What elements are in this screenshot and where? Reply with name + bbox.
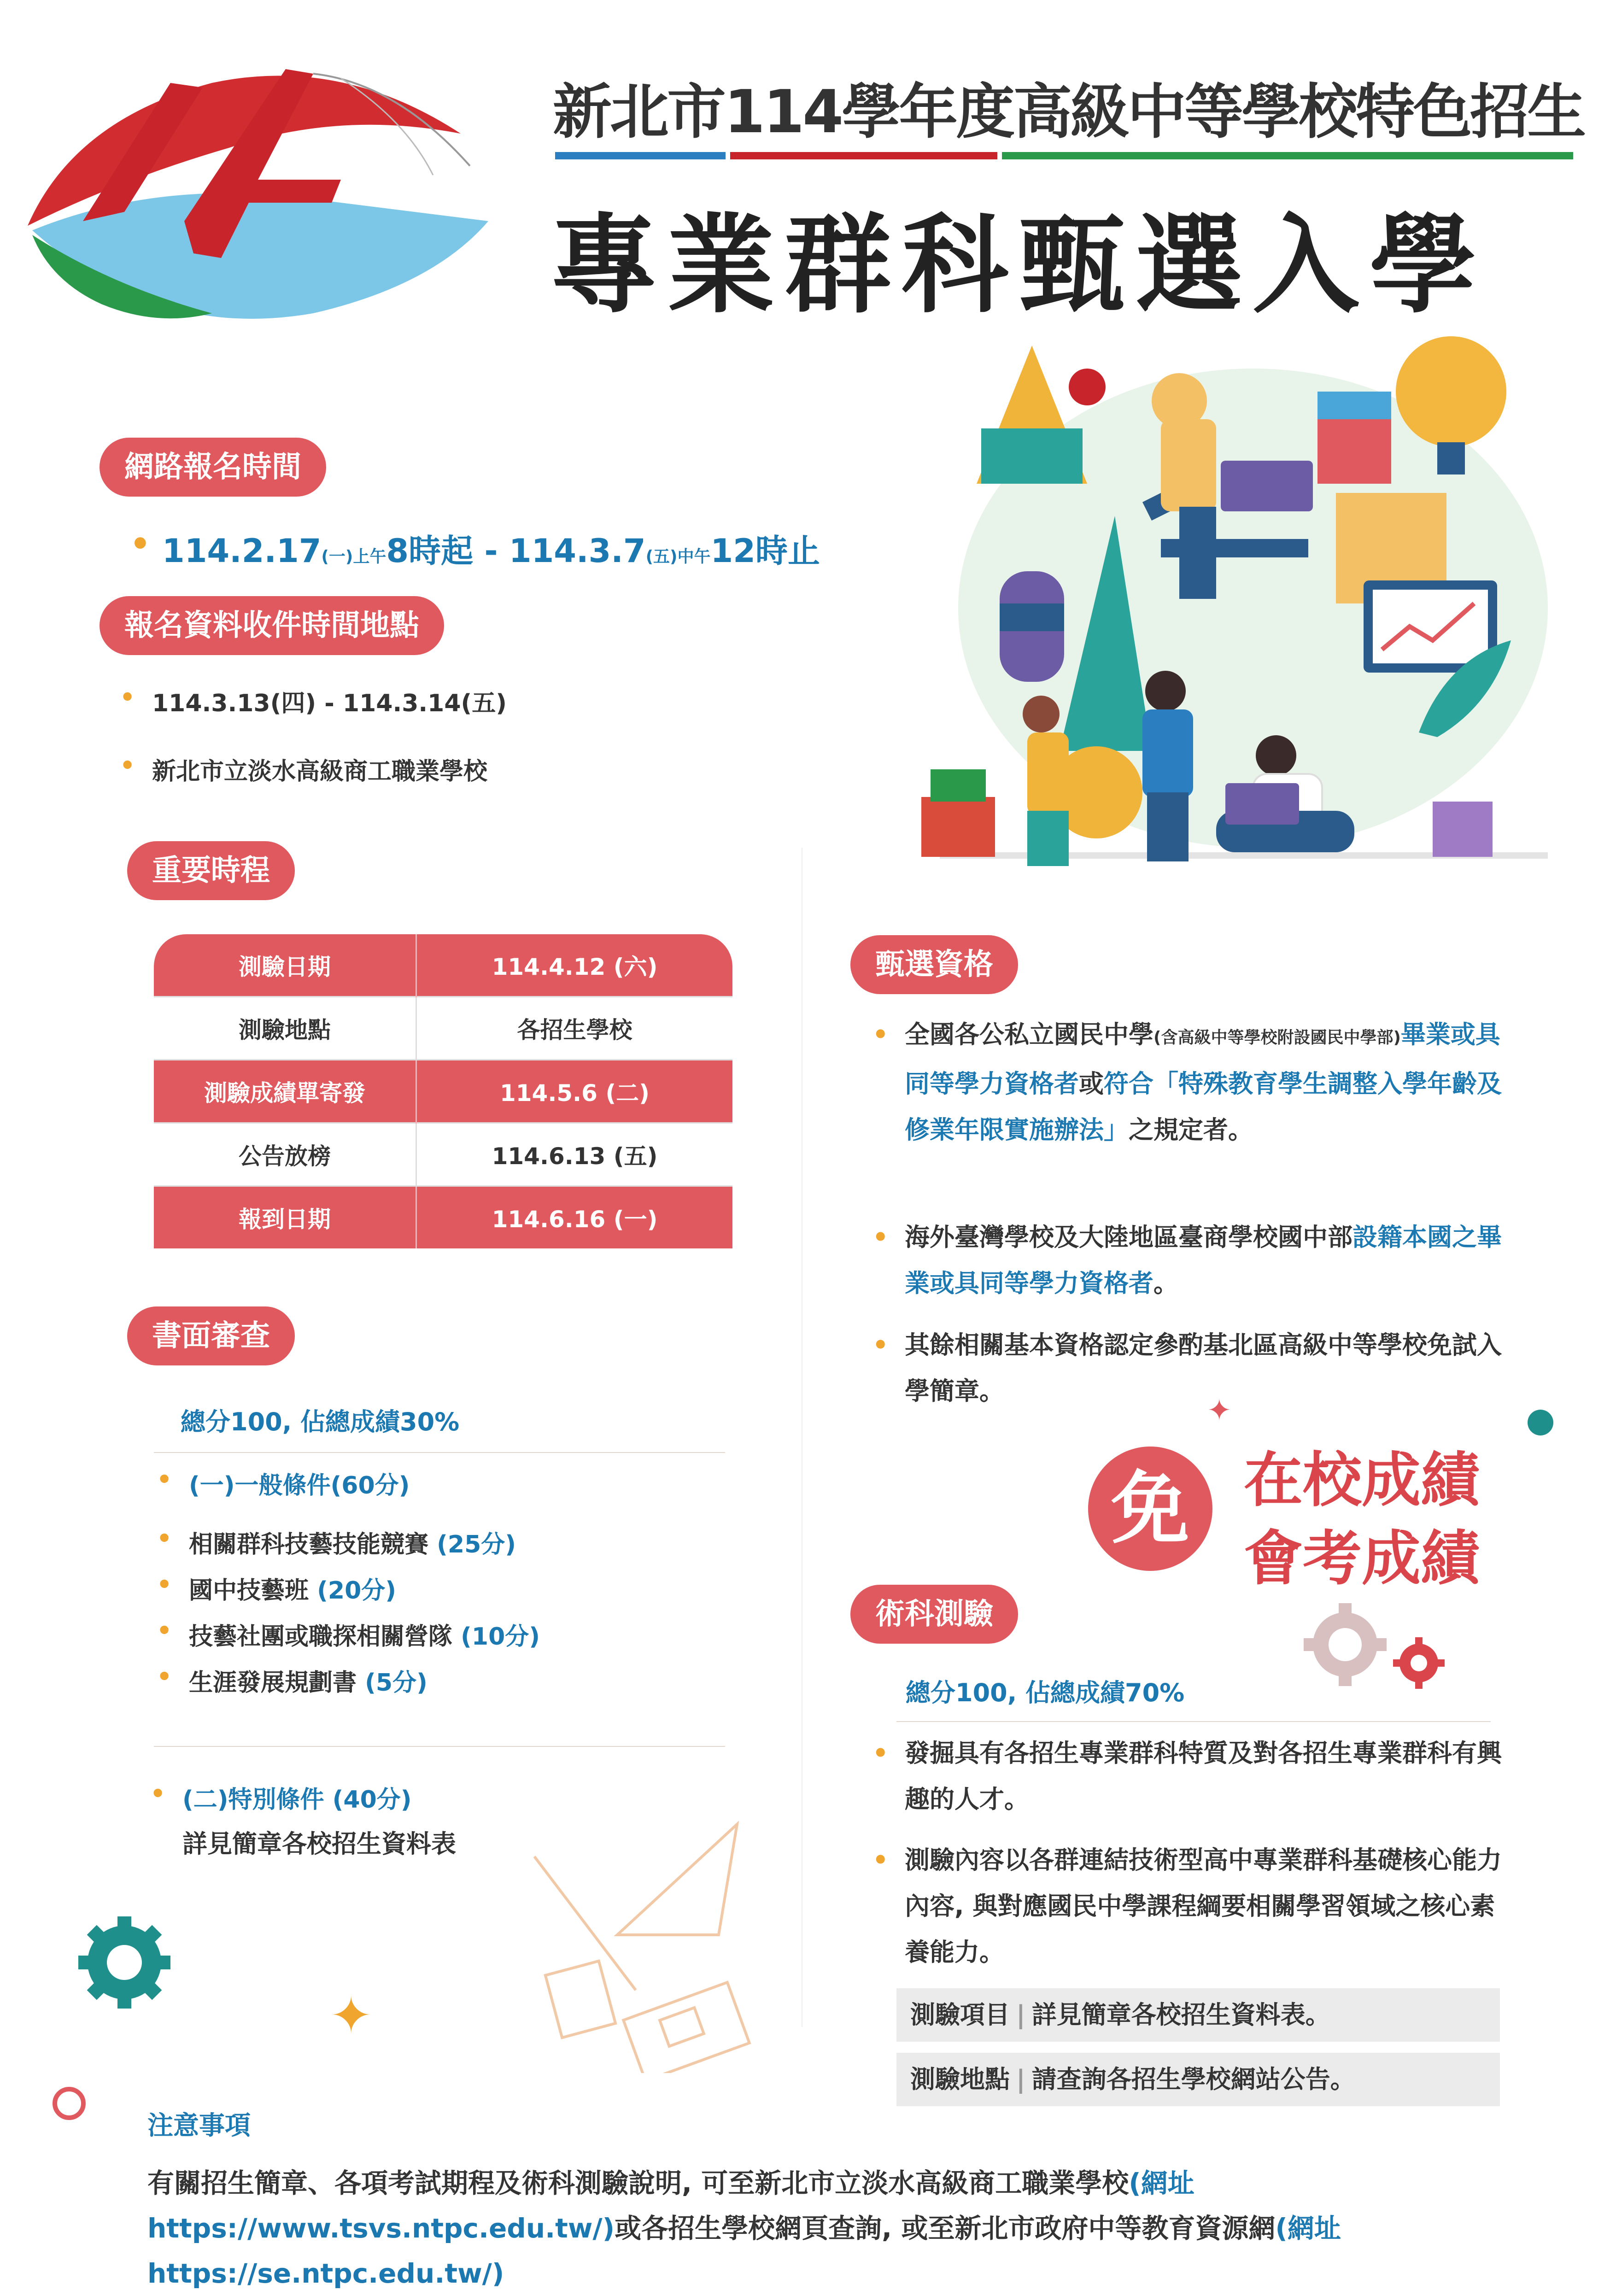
qualification-p1: • 全國各公私立國民中學(含高級中等學校附設國民中學部)畢業或具同等學力資格者或符合「特殊教育學生調整入學年齡及修業年限實施辦法」之規定者。 bbox=[872, 1020, 1502, 1144]
reg-day-b: (五) bbox=[645, 547, 678, 566]
reg-time-b: 12時止 bbox=[710, 532, 820, 570]
skill-test-pill: 術科測驗 bbox=[850, 1585, 1018, 1644]
paper-review-special-note: 詳見簡章各校招生資料表 bbox=[182, 1829, 456, 1858]
title-main: 專業群科甄選入學 bbox=[550, 203, 1487, 328]
reg-day-a: (一) bbox=[321, 547, 353, 566]
divider bbox=[154, 1452, 725, 1453]
divider bbox=[896, 1721, 1491, 1722]
collection-item-dates: • 114.3.13(四) - 114.3.14(五) bbox=[152, 684, 507, 718]
paper-review-pill: 書面審查 bbox=[127, 1306, 295, 1365]
schedule-row bbox=[154, 934, 732, 997]
exempt-line1: 在校成績 bbox=[1244, 1446, 1480, 1515]
paper-review-general: • (一)一般條件(60分) bbox=[189, 1466, 410, 1500]
reg-time-b-prefix: 中午 bbox=[677, 547, 711, 566]
title-bar-blue bbox=[555, 152, 726, 159]
paper-review-score: 總分100, 佔總成績30% bbox=[181, 1407, 460, 1436]
schedule-pill: 重要時程 bbox=[127, 841, 295, 900]
qualification-p3: • 其餘相關基本資格認定參酌基北區高級中等學校免試入學簡章。 bbox=[872, 1330, 1502, 1406]
qualification-pill: 甄選資格 bbox=[850, 935, 1018, 994]
reg-dash: - bbox=[473, 532, 509, 570]
collection-pill: 報名資料收件時間地點 bbox=[100, 596, 444, 655]
skill-test-p1: • 發掘具有各招生專業群科特質及對各招生專業群科有興趣的人才。 bbox=[872, 1739, 1502, 1814]
schedule-row-value: 114.4.12 (六) bbox=[416, 934, 733, 997]
reg-time-a-prefix: 上午 bbox=[353, 547, 386, 566]
schedule-row-name: 測驗日期 bbox=[154, 934, 416, 997]
schedule-row bbox=[154, 1186, 732, 1249]
dot-icon bbox=[1528, 1410, 1553, 1435]
reg-time-a: 8時起 bbox=[386, 532, 474, 570]
schedule-row bbox=[154, 1123, 732, 1186]
hero-illustration bbox=[903, 309, 1566, 917]
ring-icon bbox=[53, 2087, 86, 2120]
registration-pill: 網路報名時間 bbox=[100, 438, 326, 497]
sparkle-icon: ✦ bbox=[330, 1986, 373, 2045]
collection-item-school: • 新北市立淡水高級商工職業學校 bbox=[152, 752, 487, 786]
gear-icon bbox=[1391, 1635, 1446, 1691]
skill-test-place-box: 測驗地點 | 請查詢各招生學校網站公告。 bbox=[896, 2053, 1500, 2106]
schedule-row bbox=[154, 997, 732, 1060]
gear-icon bbox=[74, 1912, 175, 2013]
exempt-badge: 免 bbox=[1088, 1447, 1212, 1571]
qualification-p2: • 海外臺灣學校及大陸地區臺商學校國中部設籍本國之畢業或具同等學力資格者。 bbox=[872, 1223, 1502, 1298]
paper-review-item: • 生涯發展規劃書 (5分) bbox=[189, 1663, 427, 1698]
schedule-row-name: 公告放榜 bbox=[154, 1123, 416, 1186]
schedule-row-value: 各招生學校 bbox=[416, 997, 733, 1060]
title-top: 新北市114學年度高級中等學校特色招生 bbox=[553, 78, 1585, 146]
schedule-row-value: 114.6.16 (一) bbox=[416, 1186, 733, 1249]
schedule-table bbox=[154, 934, 732, 1248]
exempt-line2: 會考成績 bbox=[1244, 1524, 1480, 1593]
logo bbox=[18, 28, 498, 341]
schedule-row-value: 114.5.6 (二) bbox=[416, 1060, 733, 1123]
paper-review-item: • 技藝社團或職探相關營隊 (10分) bbox=[189, 1617, 540, 1652]
sparkle-icon: ✦ bbox=[1207, 1394, 1232, 1428]
divider bbox=[154, 1746, 725, 1747]
schedule-row-name: 測驗成績單寄發 bbox=[154, 1060, 416, 1123]
schedule-row-value: 114.6.13 (五) bbox=[416, 1123, 733, 1186]
title-bar-red bbox=[730, 152, 997, 159]
notes-title: 注意事項 bbox=[147, 2111, 251, 2141]
skill-test-p2: • 測驗內容以各群連結技術型高中專業群科基礎核心能力內容, 與對應國民中學課程綱要相關學習領域之核心素養能力。 bbox=[872, 1845, 1502, 1967]
gear-icon bbox=[1299, 1599, 1391, 1691]
paper-review-item: • 國中技藝班 (20分) bbox=[189, 1571, 396, 1605]
stationery-illustration bbox=[525, 1815, 765, 2073]
schedule-row-name: 測驗地點 bbox=[154, 997, 416, 1060]
notes-text: 有關招生簡章、各項考試期程及術科測驗說明, 可至新北市立淡水高級商工職業學校(網址https://www.tsvs.ntpc.edu.tw/)或各招生學校網頁查詢, 或至新北市政府中等教育資源網(網址https://se.ntpc.edu.tw/) bbox=[147, 2167, 1341, 2289]
title-bar-green bbox=[1002, 152, 1573, 159]
reg-date-b: 114.3.7 bbox=[509, 532, 646, 570]
paper-review-special: • (二)特別條件 (40分) bbox=[182, 1780, 412, 1815]
reg-date-a: 114.2.17 bbox=[162, 532, 322, 570]
skill-test-item-box: 測驗項目 | 詳見簡章各校招生資料表。 bbox=[896, 1988, 1500, 2042]
paper-review-item: • 相關群科技藝技能競賽 (25分) bbox=[189, 1525, 516, 1559]
skill-test-score: 總分100, 佔總成績70% bbox=[906, 1678, 1185, 1707]
registration-dates bbox=[162, 525, 820, 572]
schedule-row-name: 報到日期 bbox=[154, 1186, 416, 1249]
schedule-row bbox=[154, 1060, 732, 1123]
